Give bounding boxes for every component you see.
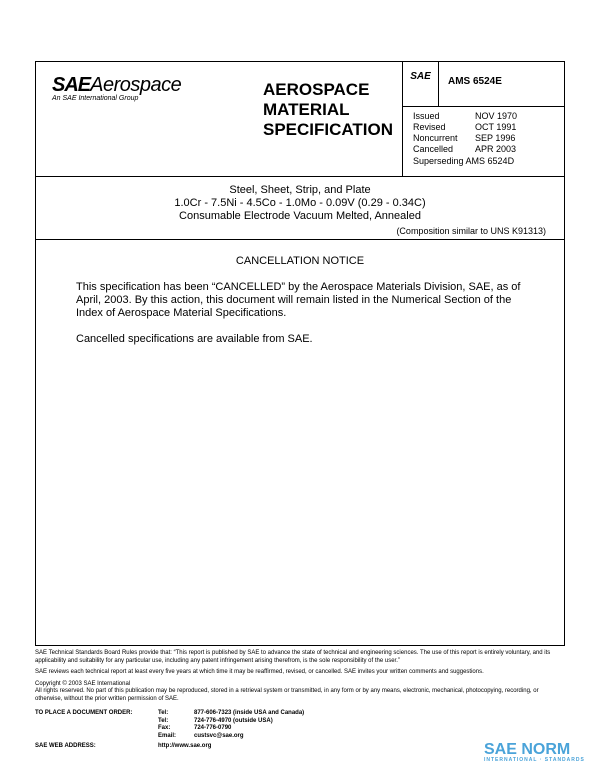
cancellation-notice-title: CANCELLATION NOTICE: [235, 255, 365, 267]
contact-label: Email:: [158, 732, 177, 739]
composition-note: (Composition similar to UNS K91313): [396, 226, 546, 236]
date-label: Issued: [413, 111, 440, 121]
logo-aerospace-text: Aerospace: [90, 74, 182, 96]
contact-row: [35, 718, 304, 726]
contact-label: Fax:: [158, 725, 171, 731]
web-address-link[interactable]: http://www.sae.org: [158, 743, 212, 749]
document-header: [36, 62, 564, 177]
footer-rights: All rights reserved. No part of this publication may be reproduced, stored in a retrieval system or transmitted, in any form or by any means, electronic, mechanical, photocopying, recording, or otherwise, without the prior written permission of SAE.: [35, 688, 539, 702]
document-body: [36, 240, 564, 346]
contact-label: Tel:: [158, 717, 169, 724]
footer-copyright: Copyright © 2003 SAE International: [35, 680, 131, 687]
date-row-revised: [413, 122, 517, 133]
web-address-row: [35, 743, 211, 749]
contact-row: [35, 710, 304, 718]
cancellation-paragraph: This specification has been “CANCELLED” by the Aerospace Materials Division, SAE, as of April, 2003. By this action, this document will remain listed in the Numerical Section of the Index of Aerospace Material Specifications.: [76, 281, 521, 319]
subject-line-1: Steel, Sheet, Strip, and Plate: [229, 184, 371, 196]
document-subject: [36, 176, 564, 240]
contact-email[interactable]: custsvc@sae.org: [194, 732, 244, 739]
doc-number: AMS 6524E: [448, 76, 502, 87]
title-line-2: MATERIAL: [263, 100, 350, 119]
sae-norm-stamp: [484, 741, 585, 763]
date-value: APR 2003: [475, 144, 517, 154]
title-line-3: SPECIFICATION: [263, 120, 394, 139]
logo-group-text: An SAE International Group: [52, 95, 139, 102]
subject-line-3: Consumable Electrode Vacuum Melted, Annealed: [179, 210, 421, 222]
date-row-cancelled: [413, 144, 517, 155]
date-label: Revised: [413, 122, 446, 132]
contact-value: 724-776-4970 (outside USA): [194, 717, 273, 724]
availability-paragraph: Cancelled specifications are available from SAE.: [76, 333, 313, 345]
contact-value: 724-776-0790: [194, 725, 232, 731]
document-type-title: [263, 80, 393, 140]
sae-aerospace-logo: [52, 74, 181, 102]
footer-rules: SAE Technical Standards Board Rules provide that: “This report is published by SAE to advance the state of technical and engineering sciences. The use of this report is entirely voluntary, and its applicability and suitability for any particular use, including any patent infringement arising therefrom, is the sole responsibility of the user.”: [35, 650, 551, 664]
doc-number-row: [403, 62, 565, 107]
legal-footer: [35, 650, 565, 703]
date-label: Cancelled: [413, 144, 454, 154]
document-info-panel: [402, 62, 565, 176]
contact-row: [35, 733, 304, 741]
contact-value: 877-606-7323 (inside USA and Canada): [194, 710, 305, 716]
contact-label: Tel:: [158, 710, 169, 716]
date-value: SEP 1996: [475, 133, 516, 143]
document-frame: [35, 61, 565, 646]
title-line-1: AEROSPACE: [263, 80, 370, 99]
date-list: [413, 111, 517, 155]
sae-small-logo: SAE: [403, 62, 439, 106]
logo-sae-text: SAE: [52, 74, 91, 96]
subject-line-2: 1.0Cr - 7.5Ni - 4.5Co - 1.0Mo - 0.09V (0.29 - 0.34C): [174, 197, 426, 209]
order-label: TO PLACE A DOCUMENT ORDER:: [35, 710, 133, 716]
date-value: OCT 1991: [475, 122, 517, 132]
date-row-issued: [413, 111, 517, 122]
date-value: NOV 1970: [475, 111, 518, 121]
web-label: SAE WEB ADDRESS:: [35, 743, 96, 749]
date-row-noncurrent: [413, 133, 517, 144]
footer-review: SAE reviews each technical report at least every five years at which time it may be reaffirmed, revised, or cancelled. SAE invites your written comments and suggestions.: [35, 669, 484, 675]
stamp-subtext: INTERNATIONAL · STANDARDS: [484, 757, 585, 763]
date-label: Noncurrent: [413, 133, 458, 143]
superseding-text: Superseding AMS 6524D: [413, 156, 515, 166]
order-contacts: [35, 710, 304, 740]
contact-row: [35, 725, 304, 733]
stamp-brand: SAE NORM: [484, 741, 571, 758]
